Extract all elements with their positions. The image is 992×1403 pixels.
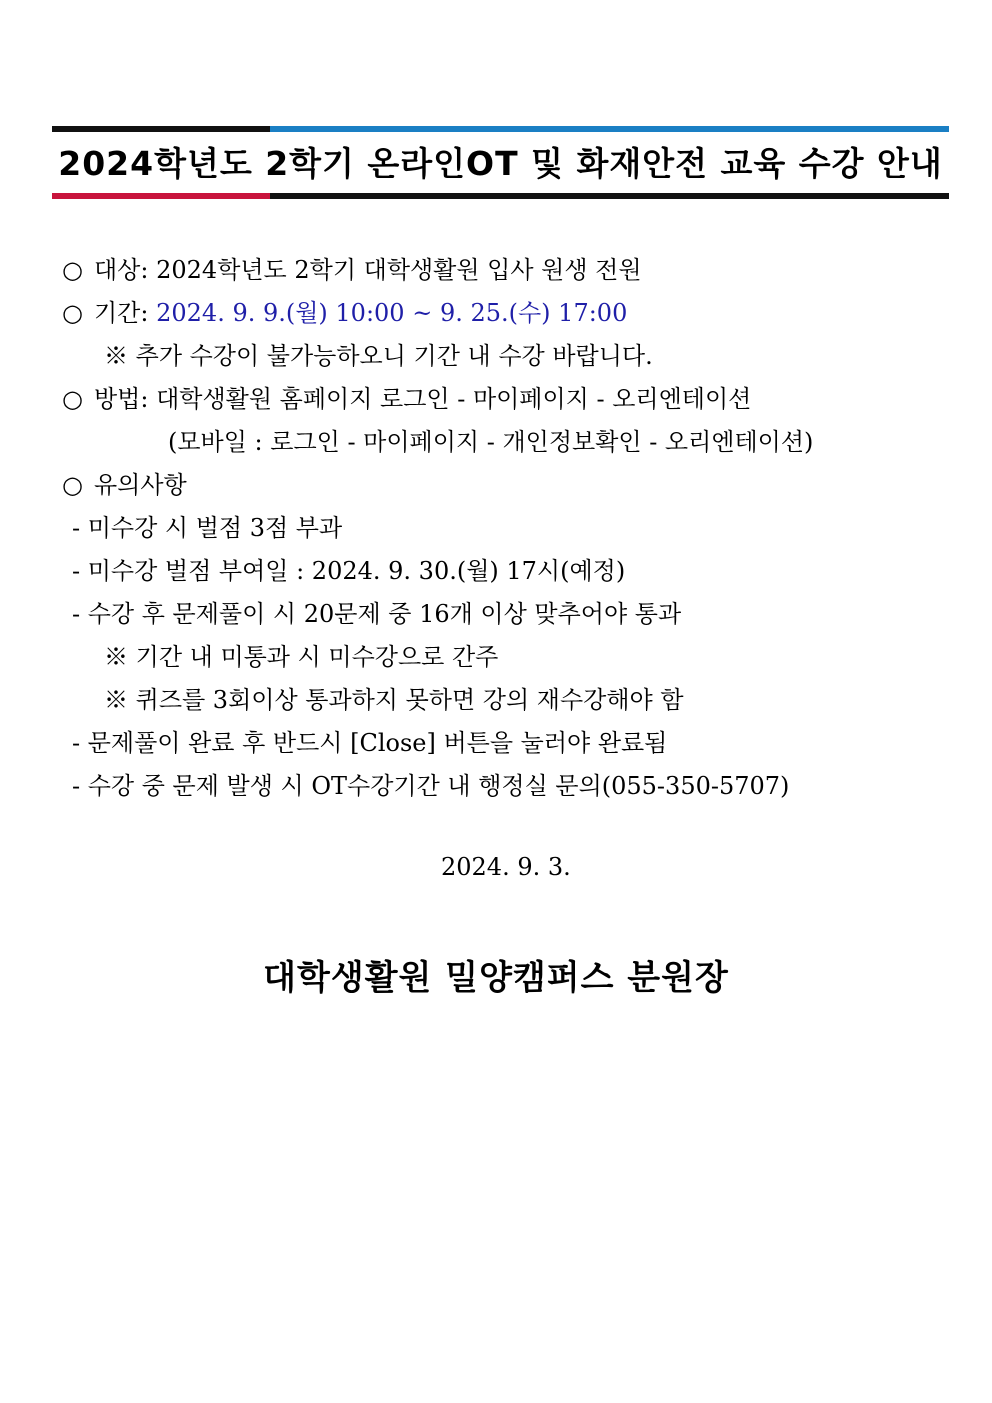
bullet-icon: ○ [62,385,83,413]
bullet-icon: ○ [62,299,83,327]
method-label: 방법: [94,385,149,413]
notes-label: 유의사항 [94,471,187,499]
method-text: 대학생활원 홈페이지 로그인 - 마이페이지 - 오리엔테이션 [156,385,752,413]
period-note: ※ 추가 수강이 불가능하오니 기간 내 수강 바랍니다. [104,342,653,370]
header-bar-right-blue [270,126,949,132]
target-line [62,255,642,285]
period-line [62,298,627,328]
footer-bar-left-red [52,193,270,199]
bullet-icon: ○ [62,471,83,499]
method-line [62,384,751,414]
footer-bar-right-black [270,193,949,199]
notes-heading [62,470,187,500]
note-subitem: ※ 기간 내 미통과 시 미수강으로 간주 [104,643,499,671]
note-subitem: ※ 퀴즈를 3회이상 통과하지 못하면 강의 재수강해야 함 [104,686,684,714]
note-item: - 수강 중 문제 발생 시 OT수강기간 내 행정실 문의(055-350-5707) [72,772,790,800]
header-bar-left-black [52,126,270,132]
document-title: 2024학년도 2학기 온라인OT 및 화재안전 교육 수강 안내 [58,144,943,183]
target-text: 2024학년도 2학기 대학생활원 입사 원생 전원 [156,256,642,284]
bullet-icon: ○ [62,256,83,284]
period-text: 2024. 9. 9.(월) 10:00 ~ 9. 25.(수) 17:00 [156,299,628,327]
target-label: 대상: [94,256,149,284]
signer: 대학생활원 밀양캠퍼스 분원장 [263,958,729,998]
period-label: 기간: [94,299,149,327]
method-mobile: (모바일 : 로그인 - 마이페이지 - 개인정보확인 - 오리엔테이션) [168,428,814,456]
note-item: - 수강 후 문제풀이 시 20문제 중 16개 이상 맞추어야 통과 [72,600,682,628]
note-item: - 미수강 벌점 부여일 : 2024. 9. 30.(월) 17시(예정) [72,557,626,585]
note-item: - 문제풀이 완료 후 반드시 [Close] 버튼을 눌러야 완료됨 [72,729,668,757]
note-item: - 미수강 시 벌점 3점 부과 [72,514,343,542]
issue-date: 2024. 9. 3. [441,853,571,881]
